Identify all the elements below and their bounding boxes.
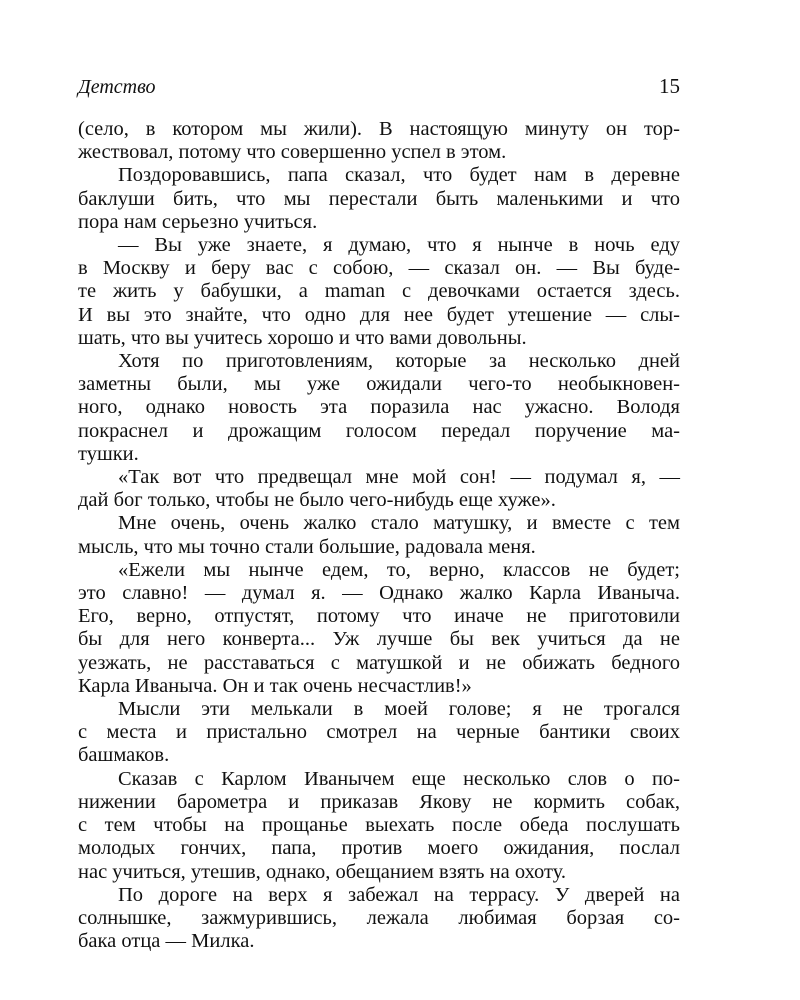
text-line: «Так вот что предвещал мне мой сон! — подумал я, — bbox=[118, 466, 680, 489]
text-line: с места и пристально смотрел на черные бантики своих bbox=[78, 721, 680, 744]
text-line: нижении барометра и приказав Якову не кормить собак, bbox=[78, 790, 680, 813]
text-line: молодых гончих, папа, против моего ожидания, послал bbox=[78, 837, 680, 860]
text-line: Поздоровавшись, папа сказал, что будет нам в деревне bbox=[118, 164, 680, 187]
text-line: Его, верно, отпустят, потому что иначе не приготовили bbox=[78, 605, 680, 628]
paragraph bbox=[78, 350, 680, 466]
text-line: дай бог только, чтобы не было чего-нибудь еще хуже». bbox=[78, 489, 556, 512]
text-line: солнышке, зажмурившись, лежала любимая борзая со- bbox=[78, 906, 680, 929]
chapter-title: Детство bbox=[78, 76, 156, 98]
text-line: ного, однако новость эта поразила нас ужасно. Володя bbox=[78, 396, 680, 419]
paragraph bbox=[78, 512, 680, 558]
paragraph bbox=[78, 698, 680, 768]
paragraph bbox=[78, 234, 680, 350]
paragraph bbox=[78, 466, 680, 512]
paragraph bbox=[78, 559, 680, 698]
text-line: пора нам серьезно учиться. bbox=[78, 210, 318, 233]
text-line: в Москву и беру вас с собою, — сказал он. — Вы буде- bbox=[78, 257, 680, 280]
text-line: башмаков. bbox=[78, 744, 170, 767]
text-line: нас учиться, утешив, однако, обещанием взять на охоту. bbox=[78, 860, 567, 883]
book-page bbox=[78, 74, 680, 953]
running-head bbox=[78, 74, 680, 104]
text-line: с тем чтобы на прощанье выехать после обеда послушать bbox=[78, 814, 680, 837]
text-line: это славно! — думал я. — Однако жалко Карла Иваныча. bbox=[78, 582, 680, 605]
text-line: Мысли эти мелькали в моей голове; я не трогался bbox=[118, 698, 680, 721]
text-line: жествовал, потому что совершенно успел в этом. bbox=[78, 141, 507, 164]
text-line: — Вы уже знаете, я думаю, что я нынче в ночь еду bbox=[118, 234, 680, 257]
paragraph bbox=[78, 118, 680, 164]
body-text bbox=[78, 118, 680, 953]
page-number: 15 bbox=[659, 74, 680, 98]
text-line: Мне очень, очень жалко стало матушку, и вместе с тем bbox=[118, 512, 680, 535]
text-line: бака отца — Милка. bbox=[78, 930, 255, 953]
text-line: (село, в котором мы жили). В настоящую минуту он тор- bbox=[78, 118, 680, 140]
text-line: шать, что вы учитесь хорошо и что вами довольны. bbox=[78, 326, 527, 349]
paragraph bbox=[78, 768, 680, 884]
text-line: те жить у бабушки, а maman с девочками остается здесь. bbox=[78, 280, 680, 303]
text-line: тушки. bbox=[78, 442, 139, 465]
text-line: баклуши бить, что мы перестали быть маленькими и что bbox=[78, 187, 680, 210]
text-line: Карла Иваныча. Он и так очень несчастлив!» bbox=[78, 674, 472, 697]
text-line: покраснел и дрожащим голосом передал поручение ма- bbox=[78, 419, 680, 442]
text-line: заметны были, мы уже ожидали чего-то необыкновен- bbox=[78, 373, 680, 396]
text-line: Сказав с Карлом Иванычем еще несколько слов о по- bbox=[118, 767, 680, 790]
text-line: По дороге на верх я забежал на террасу. У дверей на bbox=[118, 883, 680, 906]
text-line: И вы это знайте, что одно для нее будет утешение — слы- bbox=[78, 303, 680, 326]
text-line: уезжать, не расставаться с матушкой и не обижать бедного bbox=[78, 651, 680, 674]
text-line: бы для него конверта... Уж лучше бы век учиться да не bbox=[78, 628, 680, 651]
text-line: «Ежели мы нынче едем, то, верно, классов не будет; bbox=[118, 558, 680, 581]
paragraph bbox=[78, 164, 680, 234]
text-line: Хотя по приготовлениям, которые за несколько дней bbox=[118, 350, 680, 373]
paragraph bbox=[78, 884, 680, 954]
text-line: мысль, что мы точно стали большие, радовала меня. bbox=[78, 535, 536, 558]
